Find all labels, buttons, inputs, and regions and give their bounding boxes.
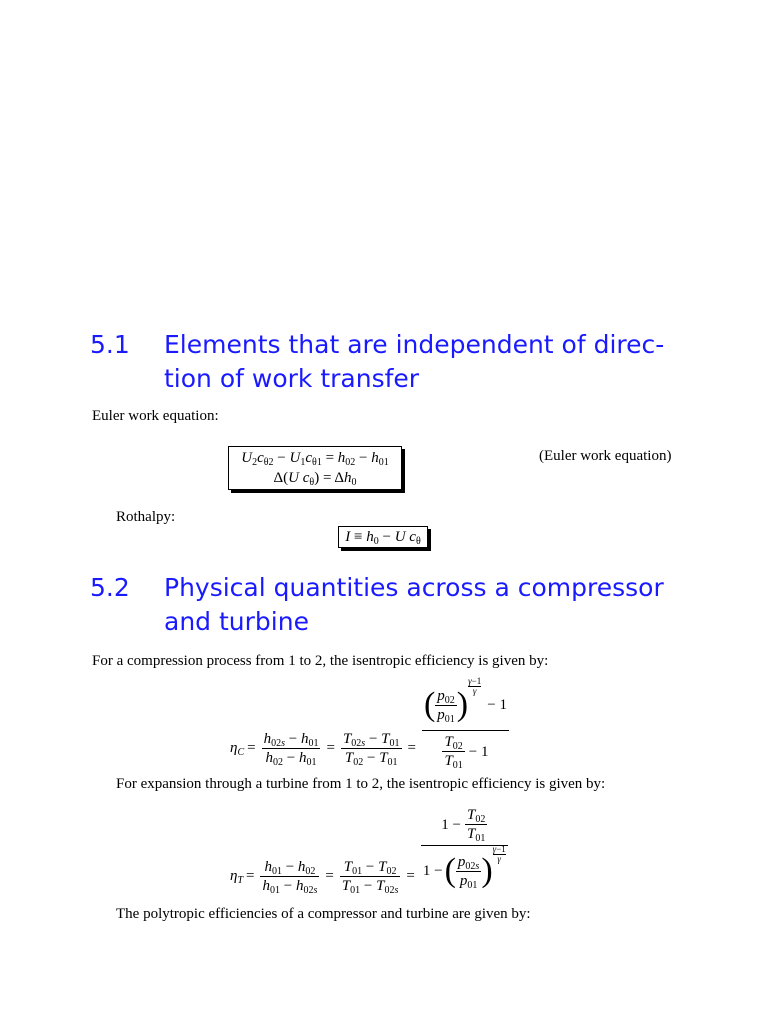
compression-intro: For a compression process from 1 to 2, the isentropic efficiency is given by:: [92, 653, 549, 669]
rothalpy-equation-box: $I \equiv h_0 - U$ $c_\theta$: [338, 526, 428, 548]
expansion-intro: For expansion through a turbine from 1 to 2, the isentropic efficiency is given by:: [116, 776, 606, 792]
compressor-efficiency-equation: $\eta_C$ = $\frac{h_{02s} - h_{01}}{h_{02} - h_{01}}$ = $\frac{T_{02s} - T_{01}}{T_{02} - T_{01}}$ = ( $\frac{p_{02}}{p_{01}}$ ) γ−1 γ − 1 $\frac{T_{02}}{T_{01}}$ − 1: [230, 675, 507, 771]
euler-intro: Euler work equation:: [92, 408, 219, 424]
euler-equation-box: [228, 446, 402, 490]
euler-equation-line1: $U_2c_{\theta 2} - U_1c_{\theta 1} = h_{02} - h_{01}$: [241, 450, 389, 468]
polytropic-intro: The polytropic efficiencies of a compressor and turbine are given by:: [116, 906, 531, 922]
section-number: 5.2: [90, 573, 130, 602]
section-number: 5.1: [90, 330, 130, 359]
euler-equation-line2: Δ(U $c_\theta) = \Delta h_0$: [273, 470, 357, 488]
euler-equation-tag: (Euler work equation): [539, 448, 672, 464]
section-title: Physical quantities across a compressor and turbine: [164, 573, 664, 636]
section-title: Elements that are independent of direc- tion of work transfer: [164, 330, 665, 393]
turbine-efficiency-equation: $\eta_T$ = $\frac{h_{01} - h_{02}}{h_{01} - h_{02s}}$ = $\frac{T_{01} - T_{02}}{T_{01} - T_{02s}}$ = 1 − $\frac{T_{02}}{T_{01}}$ 1 − ( $\frac{p_{02s}}{p_{01}}$ ) γ−1 γ: [230, 807, 506, 896]
rothalpy-intro: Rothalpy:: [116, 509, 176, 525]
